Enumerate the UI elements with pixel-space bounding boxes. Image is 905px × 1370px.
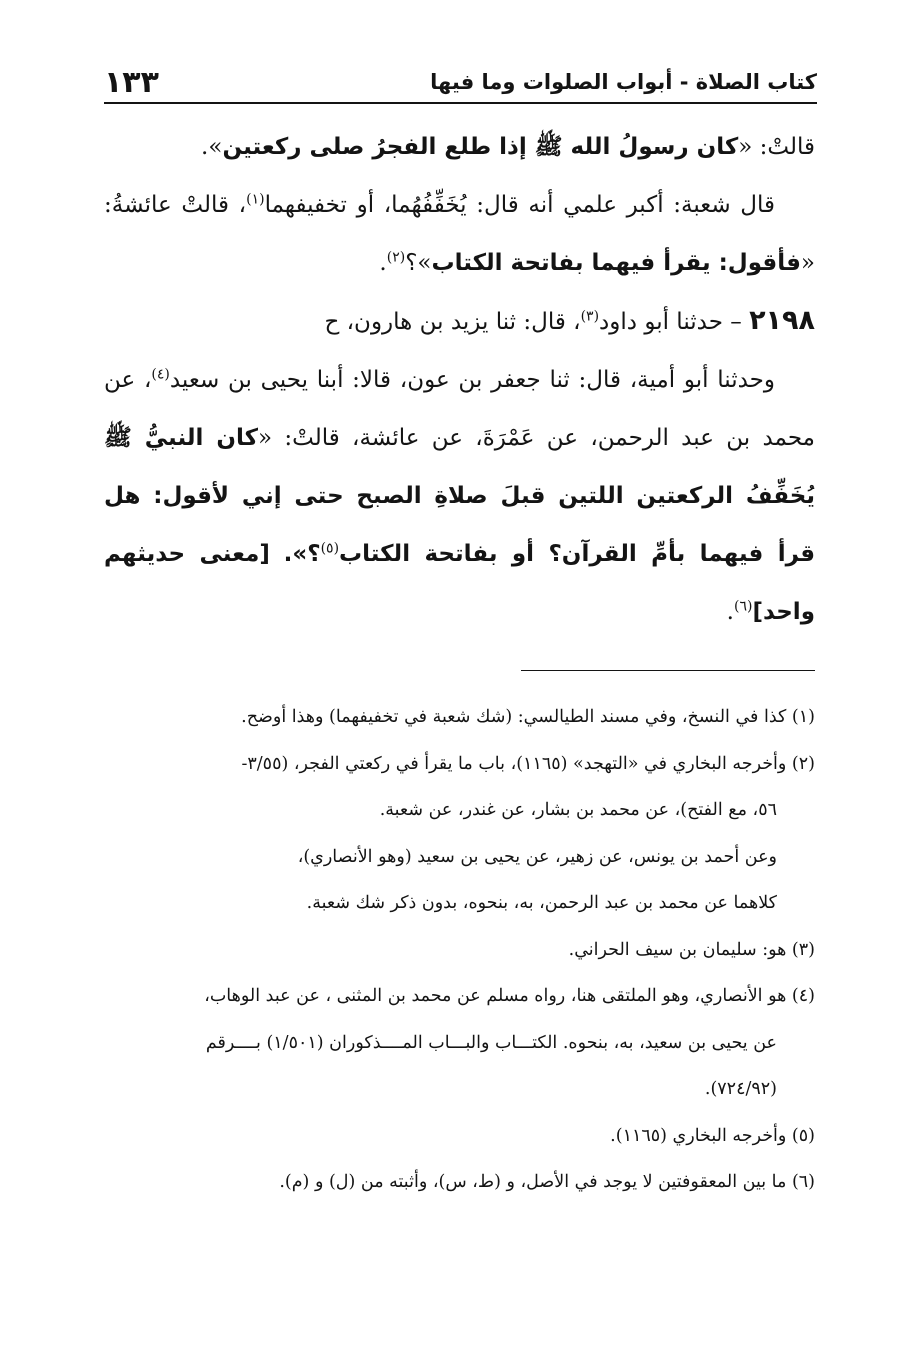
text-run: عائشةُ: « xyxy=(104,192,815,276)
footnote-6: (٦) ما بين المعقوفتين لا يوجد في الأصل، و (ط، س)، وأثبته من (ل) و (م). xyxy=(279,1172,815,1192)
footnote-1: (١) كذا في النسخ، وفي مسند الطيالسي: (شك شعبة في تخفيفهما) وهذا أوضح. xyxy=(241,707,815,727)
text-run: قال شعبة: أكبر علمي أنه قال: يُخَفِّفُهُما، أو تخفيفهما xyxy=(264,192,775,218)
footnote-4-line-3: (٧٢٤/٩٢). xyxy=(704,1079,777,1099)
footnote-2-line-2: ٥٦، مع الفتح)، عن محمد بن بشار، عن غندر، عن شعبة. xyxy=(379,800,777,820)
footnote-2-line-4: كلاهما عن محمد بن عبد الرحمن، به، بنحوه، بدون ذكر شك شعبة. xyxy=(306,893,777,913)
page-number: ١٣٣ xyxy=(104,64,159,100)
paragraph-isnad xyxy=(104,351,815,641)
paragraph-shuba xyxy=(104,176,815,292)
hadith-text-bold: كان رسولُ الله ﷺ إذا طلع الفجرُ صلى ركعتين xyxy=(222,134,739,160)
hadith-number: ٢١٩٨ xyxy=(749,305,815,336)
text-run: ، عن محمد بن عبد الرحمن، عن عَمْرَةَ، عن عائشة، قالتْ: « xyxy=(104,367,815,451)
footnote-5: (٥) وأخرجه البخاري (١١٦٥). xyxy=(610,1125,815,1146)
text-run: . xyxy=(726,599,734,625)
text-run: سعيد xyxy=(169,367,220,393)
footnote-4: (٤) هو الأنصاري، وهو الملتقى هنا، رواه مسلم عن محمد بن المثنى ، عن عبد الوهاب، xyxy=(204,986,815,1006)
paragraph-hadith-2198 xyxy=(104,292,815,351)
text-run: وحدثنا أبو أمية، قال: ثنا جعفر بن عون، قالا: أبنا يحيى بن xyxy=(227,367,776,393)
text-run: . xyxy=(379,250,387,276)
footnote-2-line-3: وعن أحمد بن يونس، عن زهير، عن يحيى بن سعيد (وهو الأنصاري)، xyxy=(297,846,777,867)
main-text xyxy=(104,118,815,641)
footnote-3: (٣) هو: سليمان بن سيف الحراني. xyxy=(568,939,815,960)
text-run: قالتْ: « xyxy=(738,134,815,160)
text-run: ». xyxy=(201,134,223,160)
footnote-ref-1[interactable]: (١) xyxy=(246,191,265,208)
text-run: ، قال: ثنا يزيد بن هارون، ح xyxy=(324,309,581,335)
footnote-ref-4[interactable]: (٤) xyxy=(151,366,170,383)
paragraph-aisha-quote xyxy=(104,118,815,176)
footnote-ref-2[interactable]: (٢) xyxy=(386,249,406,266)
hadith-text-bold: ؟». xyxy=(283,541,321,567)
footnote-4-line-2: عن يحيى بن سعيد، به، بنحوه. الكتـــاب والبـــاب المــــذكوران (١/٥٠١) بــــرقم xyxy=(205,1032,777,1053)
footnote-2: (٢) وأخرجه البخاري في «التهجد» (١١٦٥)، باب ما يقرأ في ركعتي الفجر، (٣/٥٥- xyxy=(241,753,815,774)
footnote-ref-6[interactable]: (٦) xyxy=(733,598,753,615)
hadith-text-bold: كان النبيُّ ﷺ يُخَفِّفُ الركعتين اللتين قبلَ صلاةِ الصبح حتى إني لأقول: هل قرأ فيهما بأمِّ القرآن؟ أو بفاتحة الكتاب xyxy=(104,425,815,567)
hadith-text-bold: فأقول: يقرأ فيهما بفاتحة الكتاب xyxy=(431,250,801,276)
running-title: كتاب الصلاة - أبواب الصلوات وما فيها xyxy=(430,70,817,94)
text-run: »؟ xyxy=(405,250,432,276)
page-header xyxy=(104,62,817,104)
footnote-separator xyxy=(521,670,815,671)
text-run: – حدثنا أبو داود xyxy=(599,309,742,335)
text-run: ، قالتْ xyxy=(181,192,247,218)
footnotes xyxy=(104,694,815,1206)
footnote-ref-5[interactable]: (٥) xyxy=(320,540,340,557)
footnote-ref-3[interactable]: (٣) xyxy=(580,308,600,325)
editor-note-bold: [معنى حديثهم واحد] xyxy=(104,541,815,625)
